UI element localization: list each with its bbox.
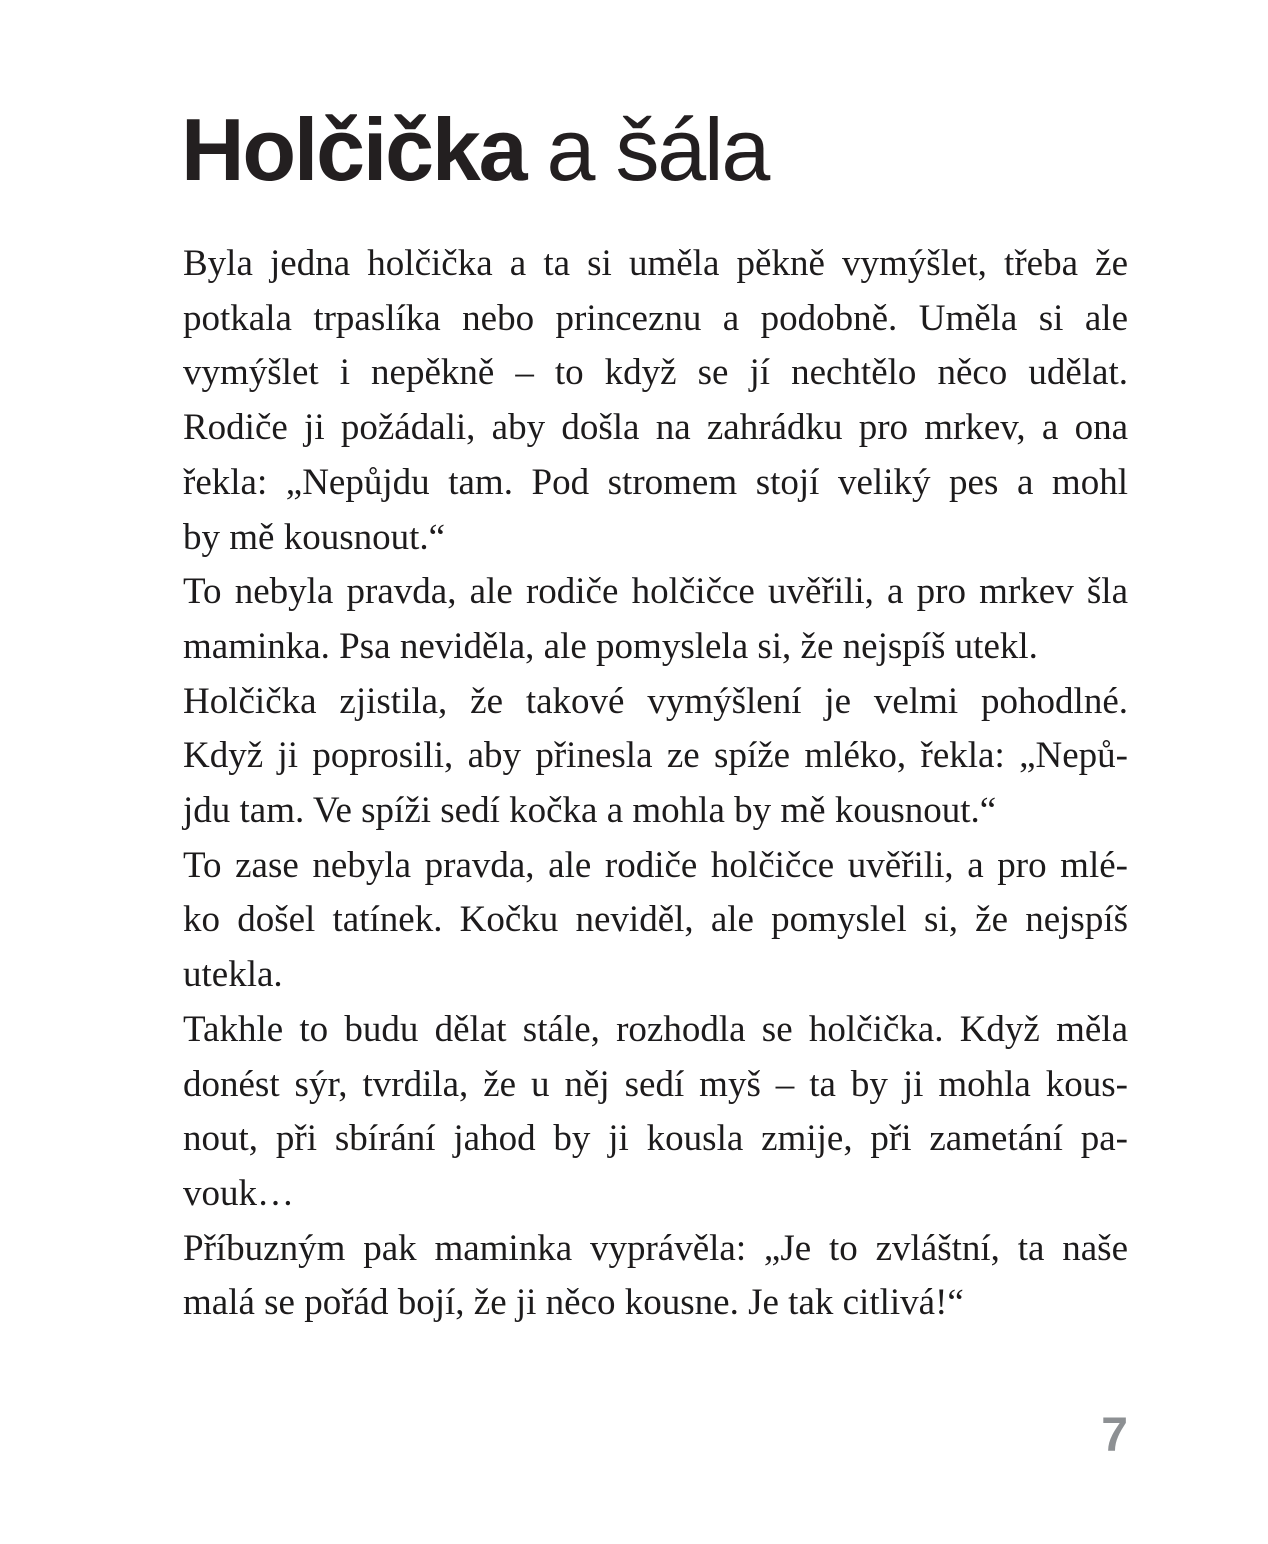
text-line: vymýšlet i nepěkně – to když se jí nechtělo něco udělat. [183,352,1128,394]
text-line: potkala trpaslíka nebo princeznu a podobně. Uměla si ale [183,297,1128,339]
title-emphasis: Holčička [181,100,526,199]
text-line: To nebyla pravda, ale rodiče holčičce uvěřili, a pro mrkev šla [183,571,1128,613]
page-title [181,100,769,199]
text-line: jdu tam. Ve spíži sedí kočka a mohla by mě kousnout.“ [183,790,997,832]
title-rest: a šála [546,100,769,199]
text-line: Příbuzným pak maminka vyprávěla: „Je to zvláštní, ta naše [183,1227,1128,1269]
text-line: Když ji poprosili, aby přinesla ze spíže mléko, řekla: „Nepů- [183,735,1128,777]
page-number: 7 [1101,1409,1128,1462]
text-line: Rodiče ji požádali, aby došla na zahrádku pro mrkev, a ona [183,407,1128,449]
story-text [183,237,1128,1331]
text-line: Byla jedna holčička a ta si uměla pěkně vymýšlet, třeba že [183,243,1128,284]
text-line: ko došel tatínek. Kočku neviděl, ale pomyslel si, že nejspíš [183,899,1128,941]
text-line: To zase nebyla pravda, ale rodiče holčičce uvěřili, a pro mlé- [183,844,1128,886]
text-line: utekla. [183,954,283,996]
text-line: vouk… [183,1172,294,1214]
text-line: by mě kousnout.“ [183,516,446,558]
text-line: Takhle to budu dělat stále, rozhodla se holčička. Když měla [183,1008,1128,1050]
text-line: malá se pořád bojí, že ji něco kousne. Je tak citlivá!“ [183,1282,964,1324]
text-line: maminka. Psa neviděla, ale pomyslela si, že nejspíš utekl. [183,625,1038,667]
text-line: nout, při sbírání jahod by ji kousla zmije, při zametání pa- [183,1118,1128,1160]
text-line: řekla: „Nepůjdu tam. Pod stromem stojí veliký pes a mohl [183,461,1128,503]
text-line: donést sýr, tvrdila, že u něj sedí myš – ta by ji mohla kous- [183,1063,1128,1105]
text-line: Holčička zjistila, že takové vymýšlení je velmi pohodlné. [183,680,1128,722]
